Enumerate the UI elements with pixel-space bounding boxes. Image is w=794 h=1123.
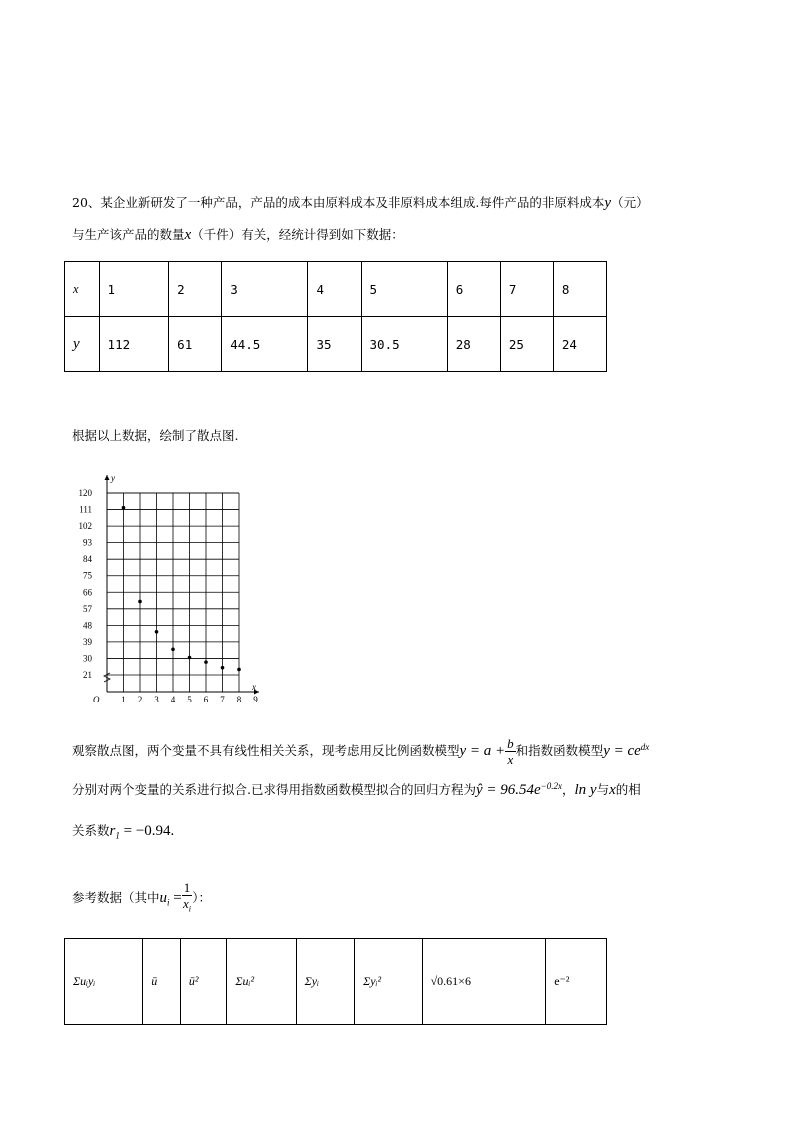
y-tick-label: 75 — [83, 570, 92, 581]
observe-text-4: 与 — [596, 782, 610, 797]
ln-y: ln y — [574, 782, 597, 798]
table-cell: 4 — [308, 262, 361, 317]
y-axis-label: y — [111, 473, 115, 483]
x-axis-label: x — [252, 682, 256, 692]
observe-text-6: 关系数 — [72, 823, 110, 838]
unit-yuan: （元） — [611, 195, 649, 210]
axis-break-mark — [104, 673, 110, 682]
observe-line-2 — [72, 780, 641, 799]
problem-text-2a: 与生产该产品的数量 — [72, 227, 185, 242]
table-cell: Σuᵢyᵢ — [65, 939, 143, 1025]
table-cell: Σyᵢ² — [355, 939, 422, 1025]
x-tick-label: 8 — [236, 695, 242, 702]
y-axis-arrow — [105, 475, 110, 480]
reference-table — [64, 938, 607, 1025]
data-point — [155, 630, 159, 634]
data-point — [237, 668, 241, 672]
y-tick-label: 120 — [78, 488, 92, 498]
r1-subscript: 1 — [115, 830, 120, 841]
table-cell: √0.61×6 — [422, 939, 546, 1025]
observe-text-1: 观察散点图，两个变量不具有线性相关关系，现考虑用反比例函数模型 — [72, 743, 460, 758]
table-row — [65, 939, 607, 1025]
r1-value: = −0.94. — [119, 823, 175, 839]
y-tick-label: 102 — [78, 521, 92, 532]
observe-text-3: 分别对两个变量的关系进行拟合.已求得用指数函数模型拟合的回归方程为 — [72, 782, 476, 797]
comma: ， — [562, 782, 575, 797]
observe-line-3 — [72, 821, 174, 841]
fraction-denominator: x — [507, 752, 514, 767]
y-tick-label: 66 — [83, 587, 92, 598]
reference-fraction — [182, 880, 193, 917]
model-2: y = ce — [603, 743, 641, 759]
scatter-caption: 根据以上数据，绘制了散点图. — [72, 428, 239, 443]
model-1-lhs: y = a + — [459, 743, 506, 759]
observe-text-5: 的相 — [615, 782, 641, 797]
y-tick-label: 48 — [83, 620, 92, 631]
model-2-exponent: dx — [640, 741, 650, 752]
fraction-numerator: 1 — [183, 880, 191, 895]
table-row-x — [65, 262, 607, 317]
data-point — [138, 600, 142, 604]
table-cell: y — [65, 317, 100, 372]
equals-sign: = — [169, 889, 182, 906]
x-tick-label: 3 — [154, 695, 159, 702]
table-cell: 8 — [553, 262, 606, 317]
table-cell: ū² — [180, 939, 227, 1025]
problem-text-1: 20、某企业新研发了一种产品，产品的成本由原料成本及非原料成本组成.每件产品的非原料成本 — [72, 195, 605, 210]
scatter-chart — [64, 470, 264, 702]
fraction-numerator: b — [507, 736, 514, 751]
x-tick-label: 4 — [170, 695, 176, 702]
table-cell: 2 — [169, 262, 222, 317]
observe-line-1 — [72, 736, 649, 767]
y-tick-label: 57 — [83, 603, 92, 614]
y-tick-label: 84 — [83, 554, 92, 565]
table-cell: 44.5 — [222, 317, 308, 372]
data-point — [188, 656, 192, 660]
table-cell: 6 — [447, 262, 500, 317]
reference-line — [72, 880, 211, 917]
table-cell: e⁻² — [546, 939, 607, 1025]
y-tick-label: 21 — [83, 670, 92, 680]
table-cell: 24 — [553, 317, 606, 372]
var-x: x — [609, 782, 616, 798]
table-cell: Σuᵢ² — [227, 939, 296, 1025]
data-point — [122, 506, 126, 510]
table-cell: 1 — [99, 262, 169, 317]
table-cell: Σyᵢ — [296, 939, 354, 1025]
y-tick-label: 39 — [83, 636, 92, 647]
reference-lead: 参考数据（其中 — [72, 889, 160, 905]
problem-line-1 — [72, 193, 649, 212]
x-tick-label: 6 — [203, 695, 209, 702]
x-tick-label: 7 — [220, 695, 225, 702]
var-y: y — [604, 195, 612, 211]
u-symbol: u — [159, 889, 168, 906]
var-x: x — [184, 227, 192, 243]
fraction-denominator — [182, 896, 193, 917]
observe-text-2: 和指数函数模型 — [515, 743, 604, 758]
data-point — [171, 647, 175, 651]
data-point — [204, 660, 208, 664]
r1-symbol: r — [109, 823, 116, 839]
origin-label: O — [93, 695, 100, 702]
table-cell: 5 — [361, 262, 447, 317]
regression-equation: ŷ = 96.54e — [475, 782, 541, 798]
y-tick-label: 93 — [83, 537, 92, 548]
table-cell: 61 — [169, 317, 222, 372]
model-1-fraction — [505, 736, 516, 767]
reference-tail: ）： — [192, 889, 212, 905]
y-tick-label: 30 — [83, 653, 92, 664]
x-tick-label: 5 — [187, 695, 192, 702]
table-cell: x — [65, 262, 100, 317]
y-tick-label: 111 — [79, 504, 92, 515]
table-cell: ū — [143, 939, 181, 1025]
data-point — [221, 666, 225, 670]
problem-text-2b: （千件）有关，经统计得到如下数据： — [191, 227, 404, 242]
table-cell: 30.5 — [361, 317, 447, 372]
x-tick-label: 1 — [121, 695, 126, 702]
problem-line-2 — [72, 225, 404, 244]
table-cell: 25 — [500, 317, 553, 372]
den-subscript: i — [188, 904, 191, 914]
table-cell: 3 — [222, 262, 308, 317]
u-subscript: i — [167, 897, 170, 908]
table-row-y — [65, 317, 607, 372]
x-tick-label: 9 — [253, 695, 258, 702]
x-tick-label: 2 — [137, 695, 143, 702]
table-cell: 7 — [500, 262, 553, 317]
regression-exponent: −0.2x — [540, 780, 562, 791]
data-table — [64, 261, 607, 372]
table-cell: 112 — [99, 317, 169, 372]
table-cell: 35 — [308, 317, 361, 372]
den-symbol: x — [182, 896, 189, 911]
table-cell: 28 — [447, 317, 500, 372]
